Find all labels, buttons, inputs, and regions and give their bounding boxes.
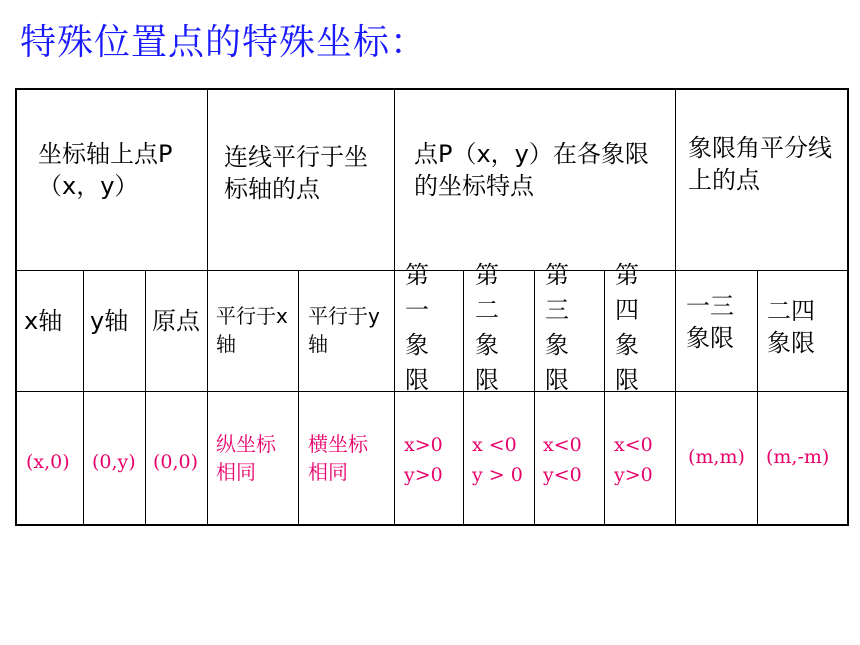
subheader-quadrant-2: 第二象限	[475, 261, 499, 394]
col-divider-b	[757, 270, 758, 526]
value-quadrant-4: x<0 y>0	[614, 434, 653, 486]
subheader-parallel-y: 平行于y轴	[308, 304, 380, 356]
subheader-quadrant-1: 第一象限	[405, 261, 429, 394]
value-y-axis: (0,y)	[92, 451, 136, 473]
value-quadrant-3: x<0 y<0	[543, 434, 582, 486]
header-parallel-points: 连线平行于坐标轴的点	[224, 143, 368, 203]
table-border-left	[15, 88, 17, 526]
value-x-axis: (x,0)	[26, 451, 70, 473]
header-axis-points: 坐标轴上点P（x，y）	[38, 140, 173, 200]
subheader-x-axis: x轴	[24, 307, 63, 335]
value-bisector-13: (m,m)	[688, 446, 745, 468]
col-divider-q1	[463, 270, 464, 526]
subheader-parallel-x: 平行于x轴	[216, 304, 288, 356]
col-divider-parallel	[394, 88, 395, 526]
col-divider-q3	[604, 270, 605, 526]
col-divider-q2	[534, 270, 535, 526]
value-quadrant-1: x>0 y>0	[404, 434, 443, 486]
value-parallel-x: 纵坐标相同	[216, 432, 276, 484]
subheader-bisector-13: 一三象限	[686, 292, 734, 352]
value-quadrant-2: x <0 y > 0	[472, 434, 523, 486]
subheader-bisector-24: 二四象限	[767, 297, 815, 357]
subheader-origin: 原点	[152, 307, 200, 335]
value-bisector-24: (m,-m)	[766, 446, 830, 468]
col-divider-parx	[298, 270, 299, 526]
header-quadrant-features: 点P（x，y）在各象限的坐标特点	[414, 140, 649, 200]
col-divider-y	[145, 270, 146, 526]
subheader-quadrant-3: 第三象限	[545, 261, 569, 394]
page-title: 特殊位置点的特殊坐标：	[20, 22, 428, 63]
table-border-bottom	[15, 524, 849, 526]
table-border-top	[15, 88, 849, 90]
header-bisector-points: 象限角平分线上的点	[688, 134, 832, 194]
value-origin: (0,0)	[153, 451, 199, 473]
col-divider-quadrant	[675, 88, 676, 526]
subheader-y-axis: y轴	[90, 307, 129, 335]
subheader-quadrant-4: 第四象限	[615, 261, 639, 394]
table-border-right	[847, 88, 849, 526]
value-parallel-y: 横坐标相同	[308, 432, 368, 484]
